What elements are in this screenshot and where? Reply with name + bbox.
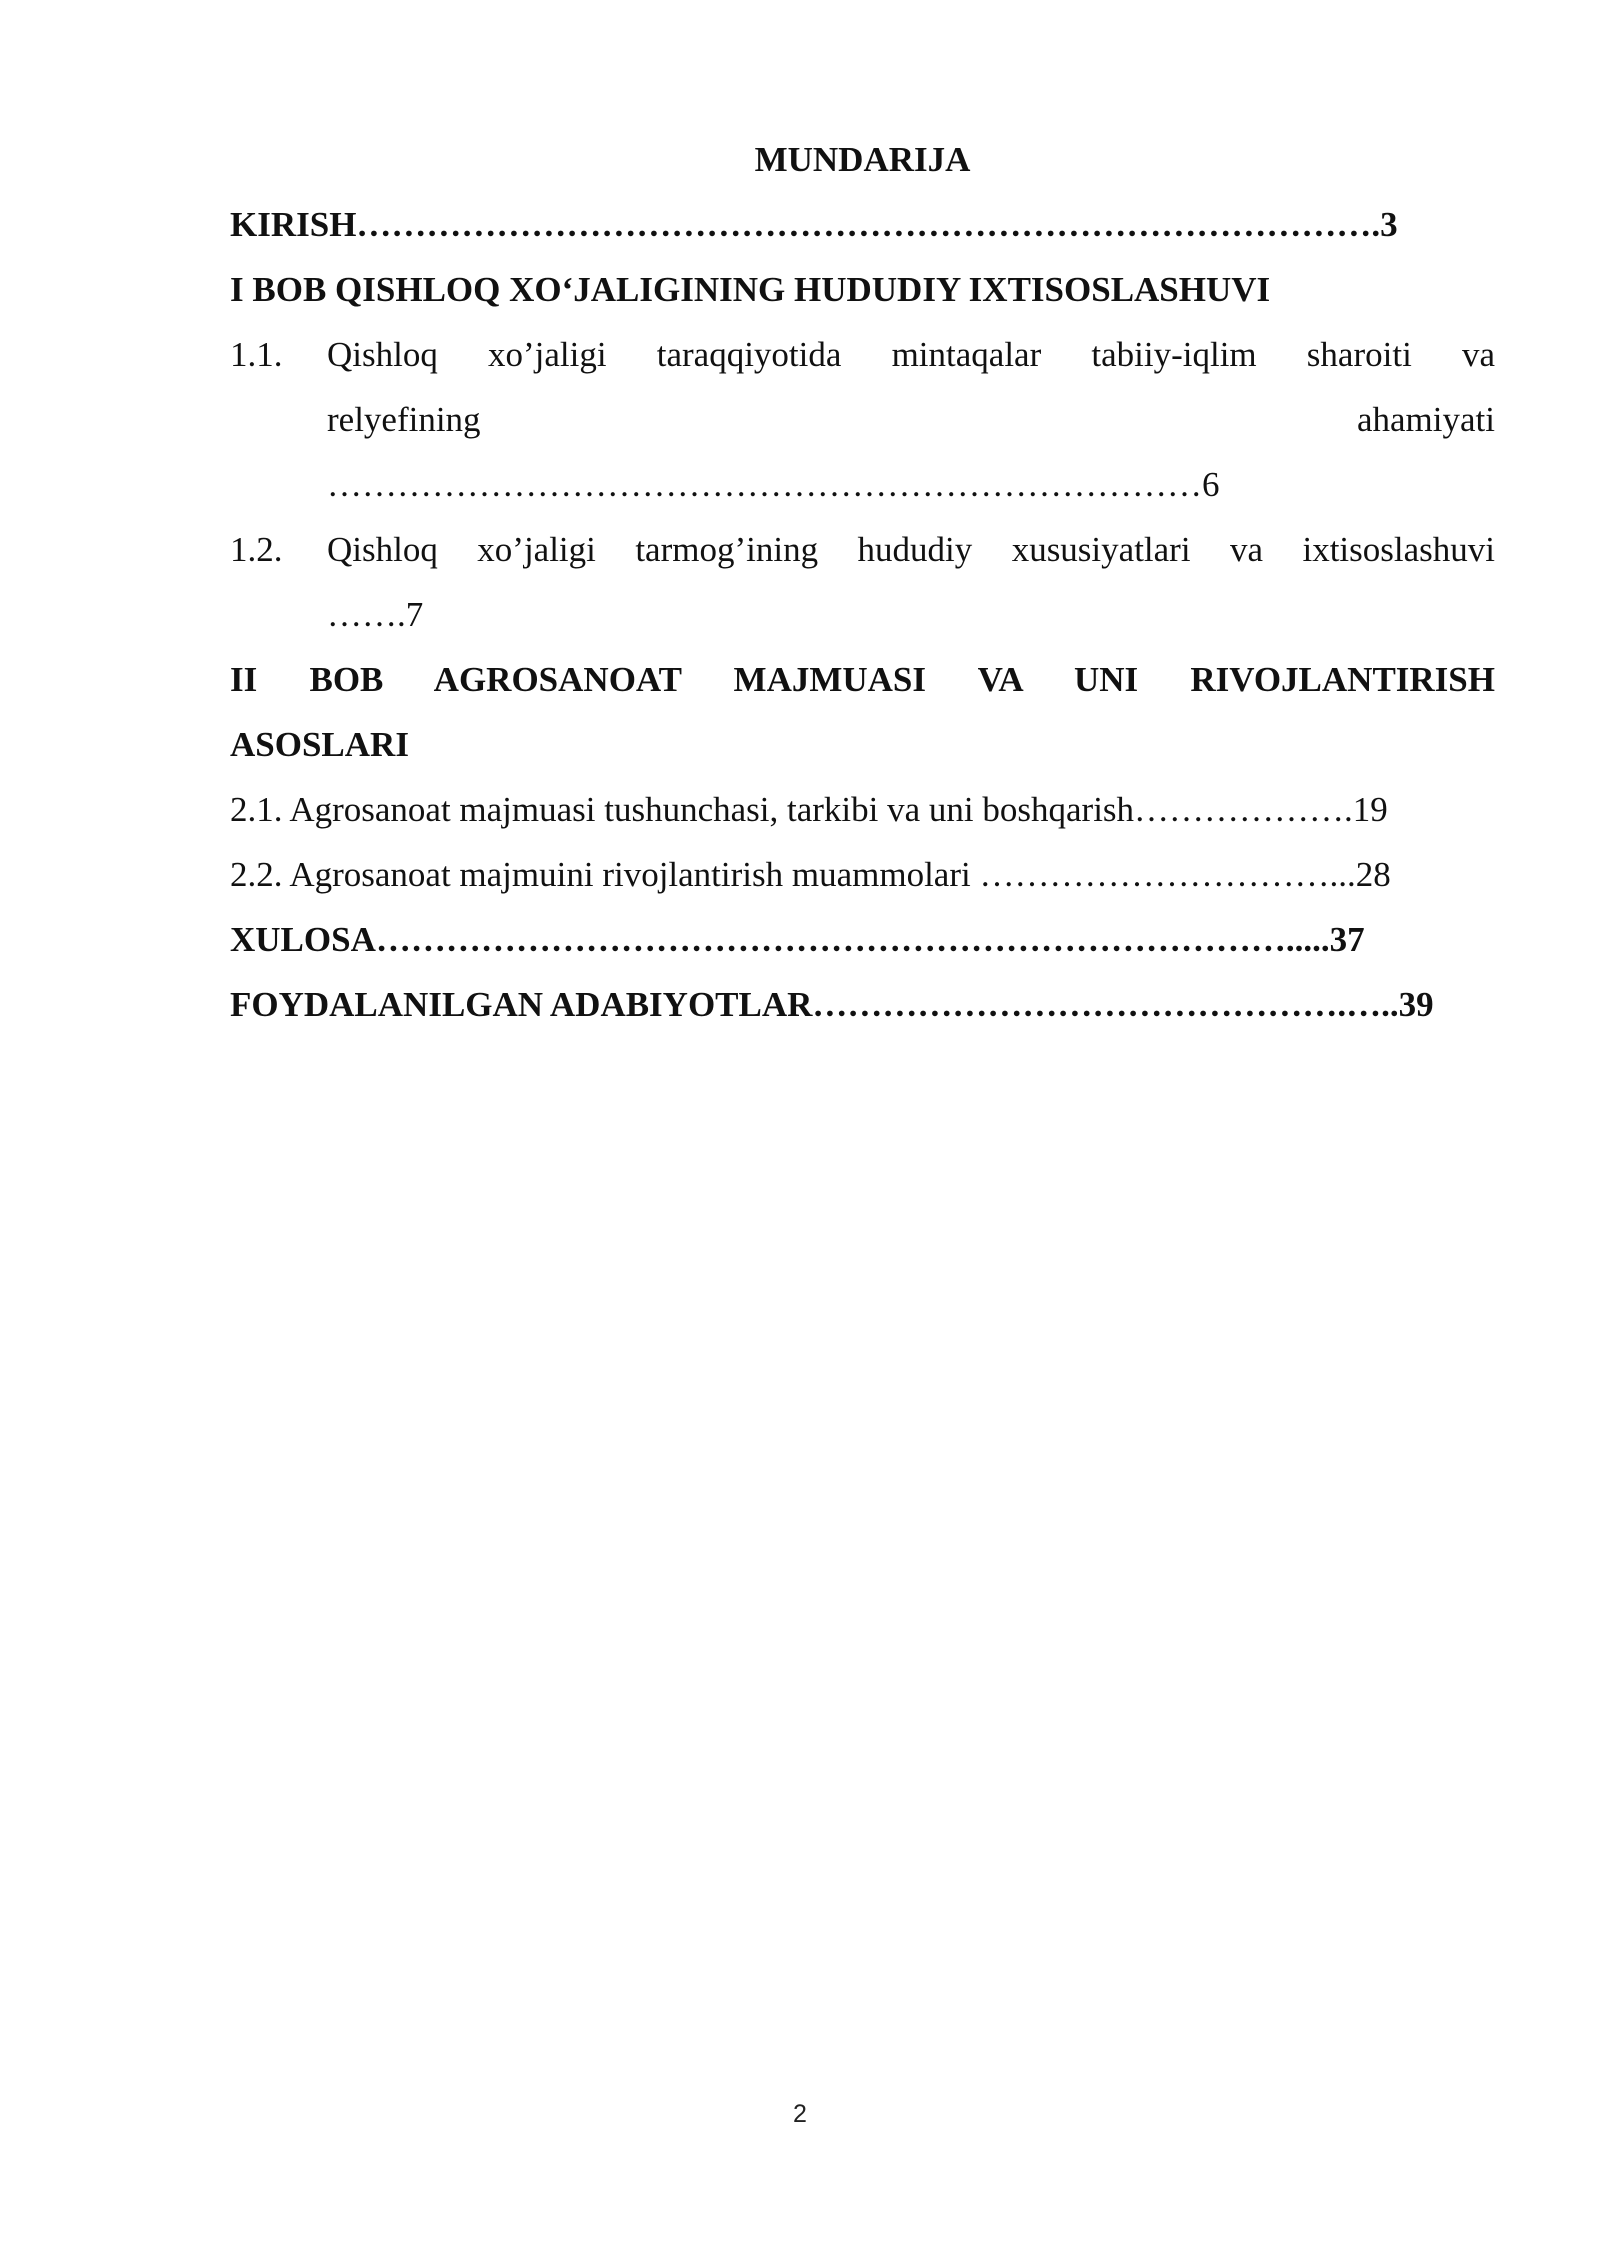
toc-entry-text (327, 322, 1495, 517)
toc-entry-2-1: 2.1. Agrosanoat majmuasi tushunchasi, tarkibi va uni boshqarish……………….19 (230, 790, 1388, 829)
page-title: MUNDARIJA (754, 140, 971, 179)
page-number: 2 (793, 2100, 807, 2128)
toc-entry-number: 1.1. (230, 335, 283, 374)
toc-entry-number: 1.2. (230, 530, 283, 569)
toc-chapter-2-heading: II BOB AGROSANOAT MAJMUASI VA UNI RIVOJLANTIRISH (230, 660, 1495, 699)
toc-chapter-1-heading: I BOB QISHLOQ XO‘JALIGINING HUDUDIY IXTISOSLASHUVI (230, 270, 1271, 309)
toc-entry-line: Qishloq xo’jaligi tarmog’ining hududiy xususiyatlari va ixtisoslashuvi (327, 530, 1495, 569)
toc-entry-2-2: 2.2. Agrosanoat majmuini rivojlantirish muammolari …………………………...28 (230, 855, 1391, 894)
toc-entry-kirish: KIRISH…………………………………………………………………………….3 (230, 205, 1398, 244)
toc-entry-line: relyefining ahamiyati (327, 400, 1495, 439)
toc-entry-xulosa: XULOSA…………………………………………………………………….....37 (230, 920, 1365, 959)
toc-entry-1-2 (230, 517, 1495, 647)
toc-entry-references: FOYDALANILGAN ADABIYOTLAR……………………………………….…..39 (230, 985, 1434, 1024)
toc-entry-leader: …….7 (327, 595, 424, 634)
table-of-contents (230, 127, 1495, 1037)
toc-entry-leader: …………………………………………………………………6 (327, 465, 1220, 504)
toc-entry-1-1 (230, 322, 1495, 517)
toc-chapter-2-heading-cont: ASOSLARI (230, 725, 409, 764)
toc-entry-text (327, 517, 1495, 647)
toc-entry-line: Qishloq xo’jaligi taraqqiyotida mintaqalar tabiiy-iqlim sharoiti va (327, 335, 1495, 374)
